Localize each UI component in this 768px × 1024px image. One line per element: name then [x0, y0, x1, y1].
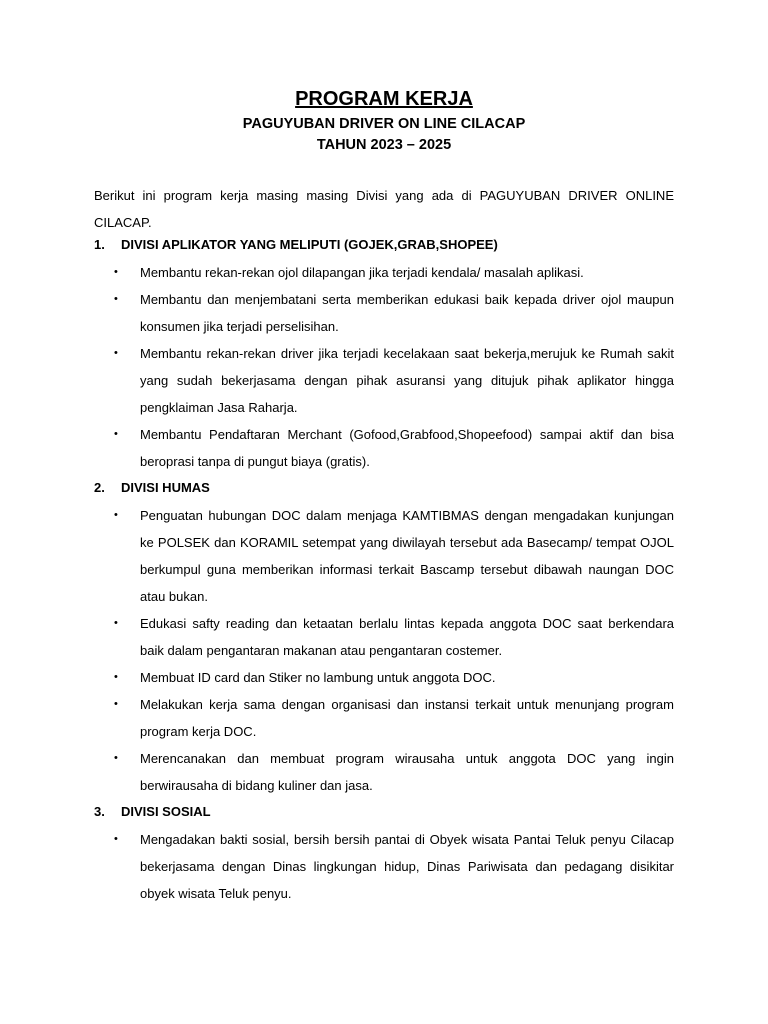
section-number: 3. [94, 804, 105, 819]
document-title: PROGRAM KERJA [295, 88, 473, 110]
section-number: 1. [94, 237, 105, 252]
list-item: Mengadakan bakti sosial, bersih bersih pantai di Obyek wisata Pantai Teluk penyu Cilacap bekerjasama dengan Dinas lingkungan hidup, Dinas Pariwisata dan pedagang disikitar obyek wisata Teluk penyu. [140, 832, 674, 901]
bullet-icon: • [114, 698, 118, 710]
list-item: Melakukan kerja sama dengan organisasi dan instansi terkait untuk menunjang program program kerja DOC. [140, 697, 674, 739]
list-item: Membantu Pendaftaran Merchant (Gofood,Grabfood,Shopeefood) sampai aktif dan bisa beroprasi tanpa di pungut biaya (gratis). [140, 427, 674, 469]
bullet-icon: • [114, 617, 118, 629]
section-heading [94, 804, 211, 819]
section-heading [94, 480, 210, 495]
section-title: DIVISI SOSIAL [121, 804, 211, 819]
section-heading [94, 237, 498, 252]
list-item: Penguatan hubungan DOC dalam menjaga KAMTIBMAS dengan mengadakan kunjungan ke POLSEK dan KORAMIL setempat yang diwilayah tersebut ada Basecamp/ tempat OJOL berkumpul guna memberikan informasi terkait Bascamp tersebut dibawah naungan DOC atau bukan. [140, 508, 674, 604]
list-item: Membuat ID card dan Stiker no lambung untuk anggota DOC. [140, 670, 496, 685]
bullet-icon: • [114, 671, 118, 683]
organization-name: PAGUYUBAN DRIVER ON LINE CILACAP [242, 116, 526, 132]
bullet-icon: • [114, 347, 118, 359]
bullet-icon: • [114, 833, 118, 845]
intro-paragraph: Berikut ini program kerja masing masing Divisi yang ada di PAGUYUBAN DRIVER ONLINE CILACAP. [94, 188, 674, 230]
bullet-icon: • [114, 509, 118, 521]
bullet-icon: • [114, 428, 118, 440]
section-title: DIVISI HUMAS [121, 480, 210, 495]
list-item: Edukasi safty reading dan ketaatan berlalu lintas kepada anggota DOC saat berkendara baik dalam pengantaran makanan atau pengantaran costemer. [140, 616, 674, 658]
section-number: 2. [94, 480, 105, 495]
list-item: Membantu dan menjembatani serta memberikan edukasi baik kepada driver ojol maupun konsumen jika terjadi perselisihan. [140, 292, 674, 334]
list-item: Merencanakan dan membuat program wirausaha untuk anggota DOC yang ingin berwirausaha di bidang kuliner dan jasa. [140, 751, 674, 793]
bullet-icon: • [114, 293, 118, 305]
section-title: DIVISI APLIKATOR YANG MELIPUTI (GOJEK,GRAB,SHOPEE) [121, 237, 498, 252]
bullet-icon: • [114, 266, 118, 278]
list-item: Membantu rekan-rekan ojol dilapangan jika terjadi kendala/ masalah aplikasi. [140, 265, 584, 280]
bullet-icon: • [114, 752, 118, 764]
list-item: Membantu rekan-rekan driver jika terjadi kecelakaan saat bekerja,merujuk ke Rumah sakit yang sudah bekerjasama dengan pihak asuransi yang ditujuk pihak aplikator hingga pengklaiman Jasa Raharja. [140, 346, 674, 415]
period-line: TAHUN 2023 – 2025 [316, 137, 452, 153]
